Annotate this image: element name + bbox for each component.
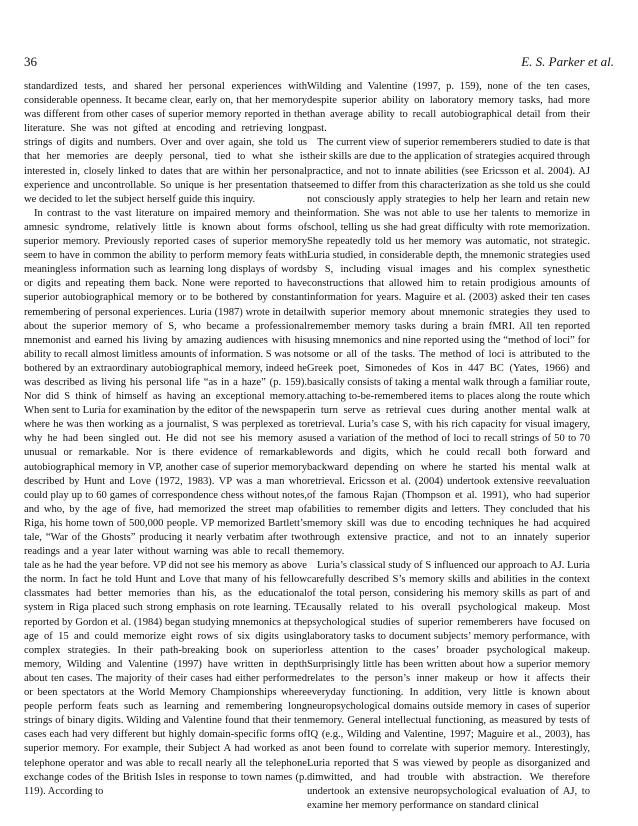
paragraph: In contrast to the vast literature on impaired memory and the amnesic syndrome, relatively little is known about forms of superior memory. Previously reported cases of superior memory seem to have in common the ability to perform memory feats with meaningless information such as learning long displays of words or digits and repeating them back. None were reported to have superior autobiographical memory or to be bothered by constant remembering of personal experiences. Luria (1987) wrote in detail about the superior memory of S, who became a professional mnemonist and earned his living by amazing audiences with his ability to recall almost limitless amounts of information. S was not bothered by an extraordinary autobiographical memory, indeed he was described as living his personal life “as in a haze” (p. 159). Nor did S think of himself as having an exceptional memory. When sent to Luria for examination by the editor of the newspaper where he was then working as a journalist, S was perplexed as to why he had been singled out. He did not see his memory as unusual or remarkable. Nor is there evidence of remarkable autobiographical memory in VP, another case of superior memory described by Hunt and Love (1972, 1983). VP was a man who could play up to 60 games of correspondence chess without notes, and who, by the age of five, had memorized the street map of Riga, his home town of 500,000 people. VP memorized Bartlett’s tale, “War of the Ghosts” producing it nearly verbatim after two readings and a year later without warning was able to recall the tale as he had the year before. VP did not see his memory as above the norm. In fact he told Hunt and Love that many of his fellow classmates had better memories than his, as the educational system in Riga placed such strong emphasis on rote learning. TE reported by Gordon et al. (1984) began studying mnemonics at the age of 15 and could memorize eight rows of six digits using complex strategies. In their path-breaking book on superior memory, Wilding and Valentine (1997) have written in depth about ten cases. The majority of their cases had either performed or been spectators at the World Memory Championships where people perform feats such as learning and remembering long strings of binary digits. Wilding and Valentine found that their ten cases each had very different but highly domain-specific forms of superior memory. For example, their Subject A had worked as a telephone operator and was able to recall nearly all the telephone exchange codes of the British Isles in response to town names (p. 119). According to [24,207,307,797]
page-header [24,54,614,74]
paragraph: Wilding and Valentine (1997, p. 159), none of the ten cases, despite superior ability on laboratory memory tasks, had more than average ability to recall autobiographical detail from their past. [307,81,590,135]
left-column [24,80,307,799]
page-number: 36 [24,54,37,69]
right-column [307,80,590,813]
running-title: E. S. Parker et al. [521,54,614,69]
paragraph: Luria’s classical study of S influenced our approach to AJ. Luria carefully described S’s memory skills and abilities in the context of the total person, considering his memory skills as part of and causally related to his overall psychological makeup. Most psychological studies of superior rememberers have focused on laboratory tasks to document subjects’ memory performance, with less attention to the cases’ broader psychological makeup. Surprisingly little has been written about how a superior memory relates to the person’s inner makeup or how it affects their everyday functioning. In addition, very little is known about neuropsychological domains outside memory in cases of superior memory. General intellectual functioning, as measured by tests of IQ (e.g., Wilding and Valentine, 1997; Maguire et al., 2003), has not been found to correlate with superior memory. Interestingly, Luria reported that S was viewed by people as disorganized and dimwitted, and had trouble with abstraction. We therefore undertook an extensive neuropsychological evaluation of AJ, to examine her memory performance on standard clinical [307,560,590,811]
paragraph: The current view of superior rememberers studied to date is that their skills are due to the application of strategies acquired through practice, and not to innate abilities (see Ericsson et al. 2004). AJ seemed to differ from this characterization as she told us she could not consciously apply strategies to help her learn and retain new information. She was not able to use her talents to memorize in school, telling us she had great difficulty with rote memorization. She repeatedly told us her memory was automatic, not strategic. Luria studied, in considerable depth, the mnemonic strategies used by S, including visual images and his complex synesthetic constructions that allowed him to retain prodigious amounts of information for years. Maguire et al. (2003) asked their ten cases with superior memory about mnemonic strategies they used to remember memory tasks during a brain fMRI. All ten reported using mnemonics and nine reported using the “method of loci” for some or all of the tasks. The method of loci is attributed to the Greek poet, Simonedes of Kos in 447 BC (Yates, 1966) and basically consists of taking a mental walk through a familiar route, attaching to-be-remembered items to places along the route which in turn serve as retrieval cues during another mental walk at retrieval. Luria’s case S, with his rich capacity for visual imagery, used a variation of the method of loci to recall strings of 50 to 70 words and digits, which he could recall both forward and backward depending on where he started his mental walk at retrieval. Ericsson et al. (2004) undertook extensive reevaluation of the famous Rajan (Thompson et al. 1991), who had superior abilities to remember digits and letters. They concluded that his memory skill was due to encoding techniques he had acquired through extensive practice, and not to an innately superior memory. [307,137,591,558]
paragraph: standardized tests, and shared her personal experiences with considerable openness. It became clear, early on, that her memory was different from other cases of superior memory reported in the literature. She was not gifted at encoding and retrieving long strings of digits and numbers. Over and over again, she told us that her memories are deeply personal, tied to what she is interested in, closely linked to dates that are within her personal experience and uncontrollable. So unique is her presentation that we decided to let the subject herself guide this inquiry. [24,81,307,205]
